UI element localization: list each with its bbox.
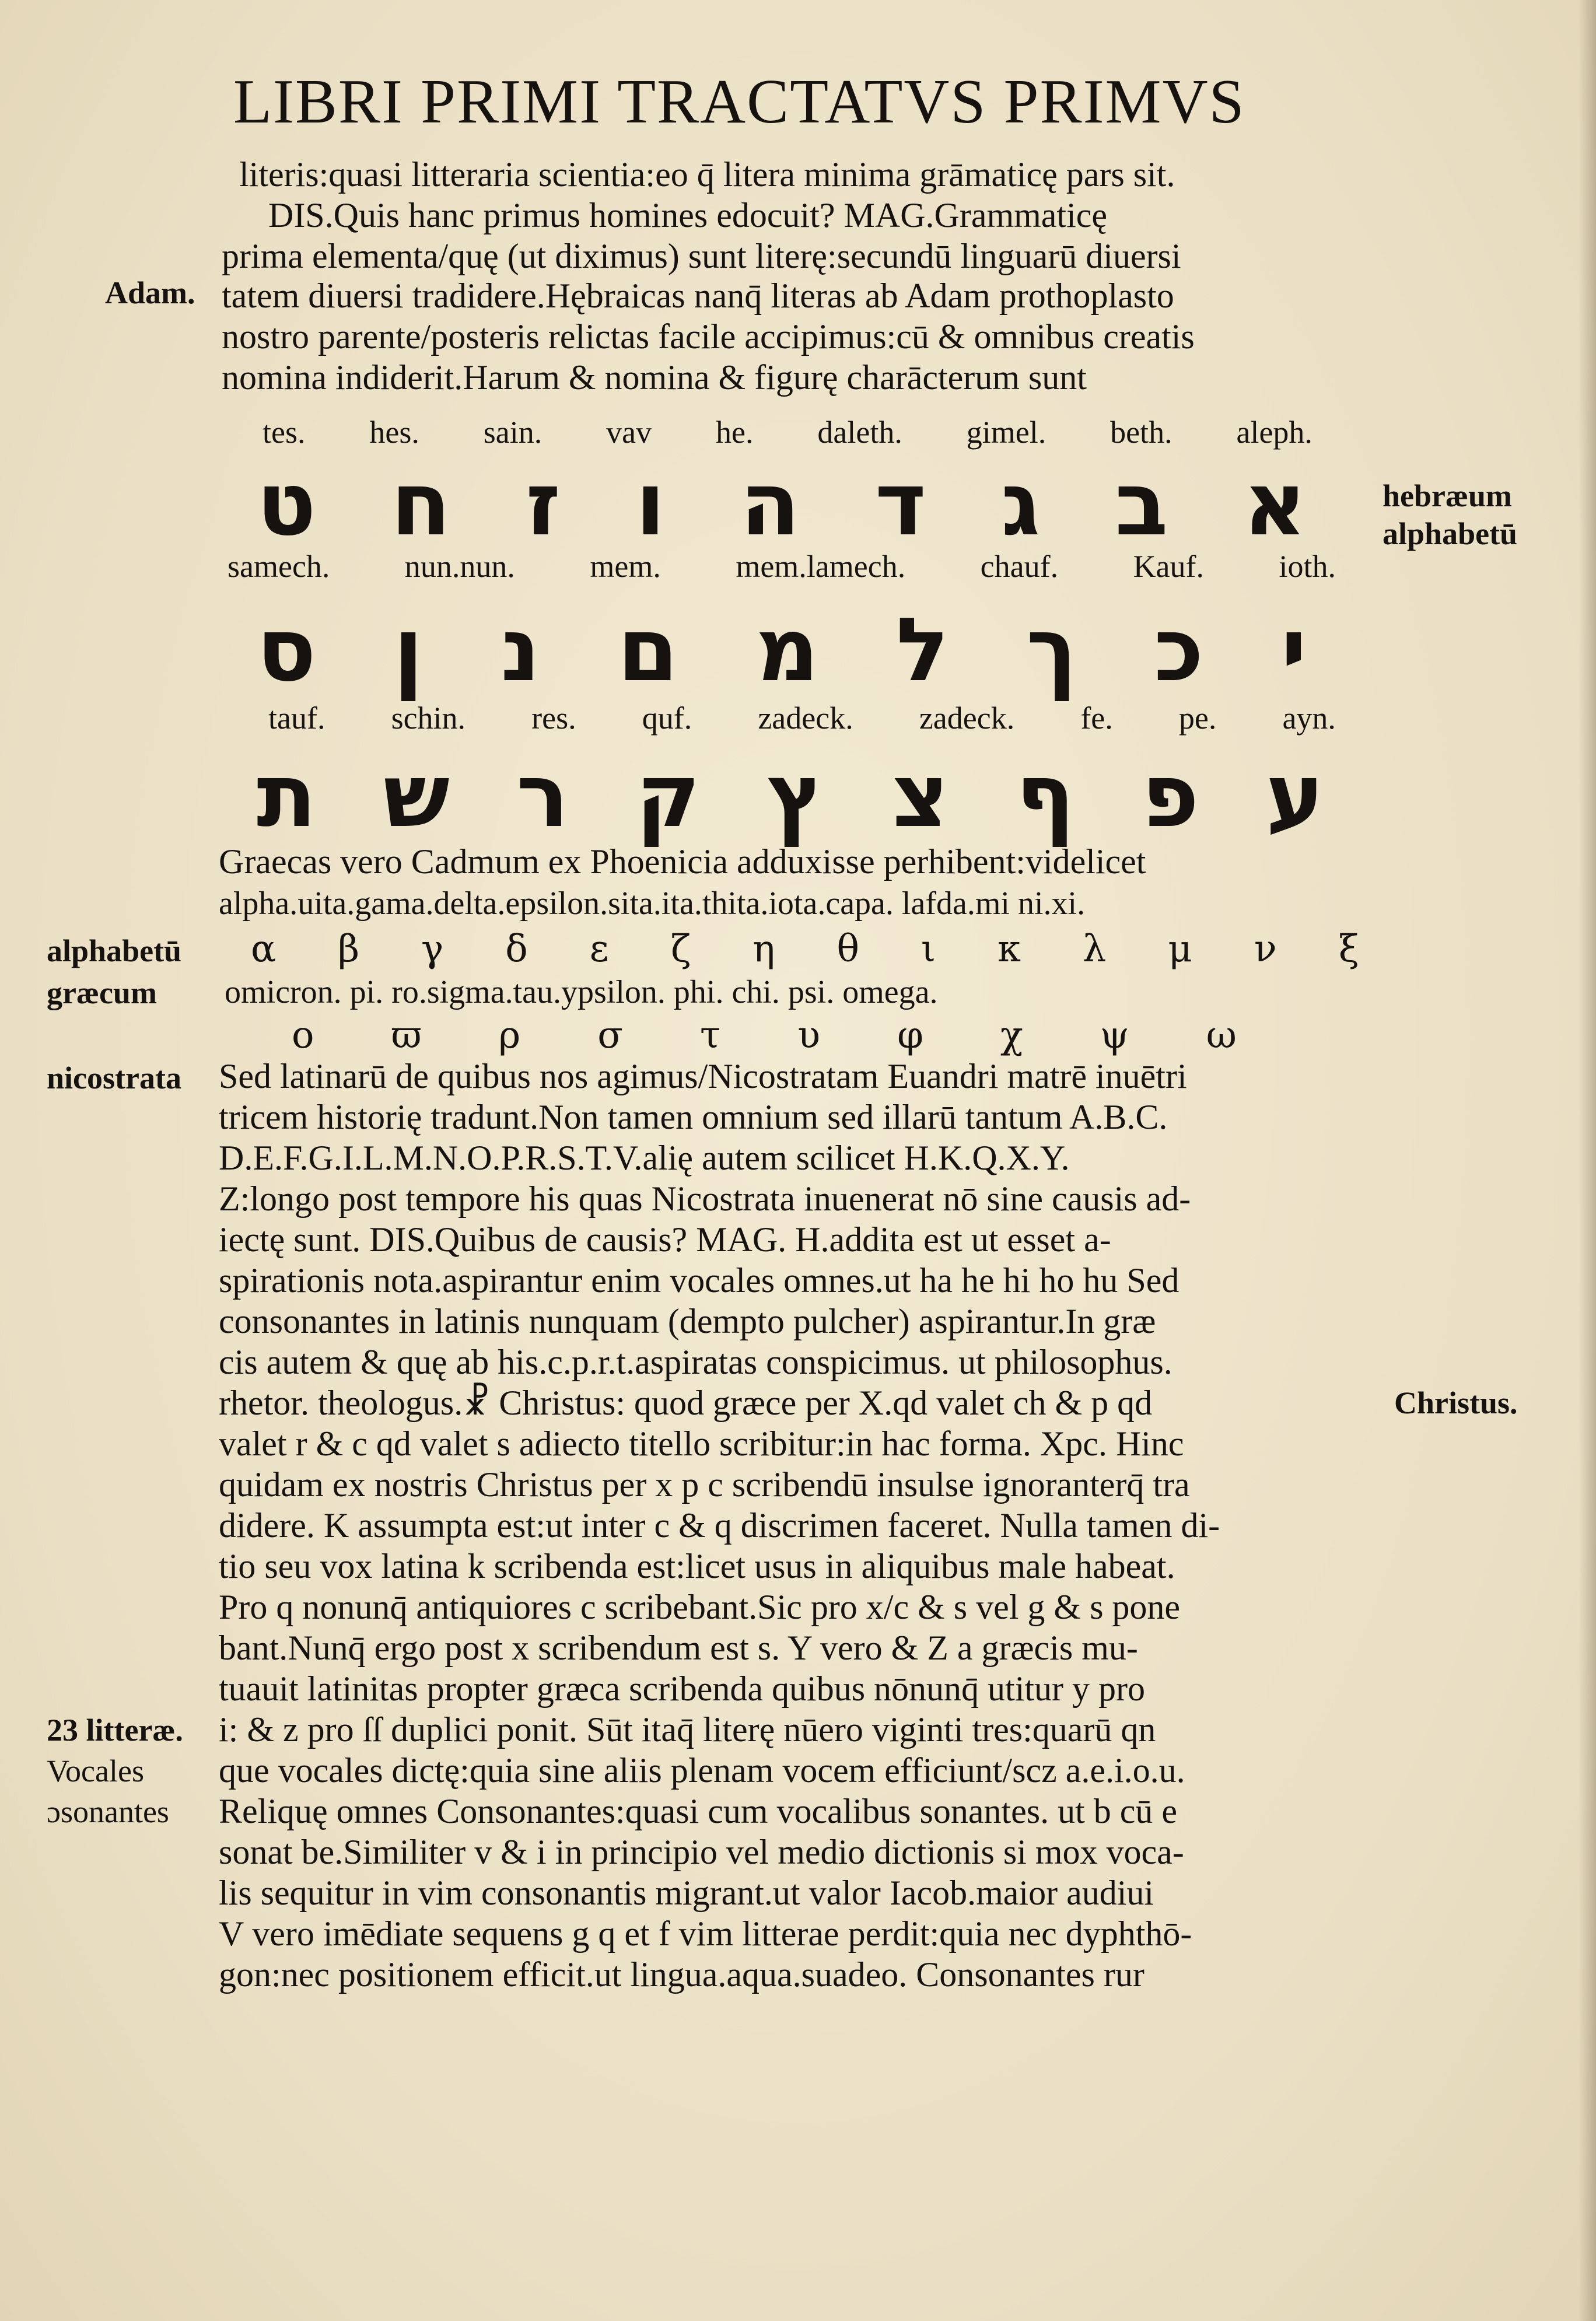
greek-letter: δ <box>505 927 528 971</box>
greek-letter: ω <box>1206 1014 1237 1057</box>
hebrew-letter: ף <box>1016 745 1075 847</box>
text-line: tuauit latinitas propter græca scribenda quibus nōnunq̄ utitur y pro <box>219 1669 1146 1708</box>
hebrew-letter: ך <box>1026 600 1077 701</box>
hebrew-letter: ת <box>257 745 317 847</box>
letter-name: schin. <box>391 701 466 736</box>
text-line: valet r & c qd valet s adiecto titello scribitur:in hac forma. Xpc. Hinc <box>219 1424 1184 1463</box>
greek-letter: θ <box>836 927 860 971</box>
hebrew-letter: ה <box>740 454 800 555</box>
greek-letter: ψ <box>1100 1014 1129 1057</box>
letter-name: chauf. <box>980 549 1059 584</box>
text-line: nostro parente/posteris relictas facile accipimus:cū & omnibus creatis <box>222 317 1195 356</box>
letter-name: beth. <box>1110 415 1172 450</box>
letter-name: Kauf. <box>1133 549 1205 584</box>
text-line: Graecas vero Cadmum ex Phoenicia adduxisse perhibent:videlicet <box>219 842 1146 881</box>
hebrew-letter: ז <box>526 454 561 555</box>
hebrew-letter: צ <box>891 745 949 847</box>
margin-note-vocales: Vocales <box>47 1753 144 1788</box>
hebrew-letter: ב <box>1115 454 1168 555</box>
letter-name: he. <box>716 415 754 450</box>
text-line: bant.Nunq̄ ergo post x scribendum est s. Y vero & Z a græcis mu- <box>219 1629 1138 1667</box>
text-line: literis:quasi litteraria scientia:eo q̄ litera minima grāmaticę pars sit. <box>239 155 1175 194</box>
text-line: DIS.Quis hanc primus homines edocuit? MAG.Grammaticę <box>268 196 1108 234</box>
text-line: tricem historię tradunt.Non tamen omnium sed illarū tantum A.B.C. <box>219 1098 1168 1136</box>
greek-letter: α <box>251 927 276 971</box>
running-header: LIBRI PRIMI TRACTATVS PRIMVS <box>233 67 1245 136</box>
hebrew-glyphs-row-3 <box>257 747 1324 846</box>
letter-name: samech. <box>228 549 330 584</box>
hebrew-letter: ח <box>390 454 452 555</box>
page-edge-shadow <box>1578 0 1596 2321</box>
hebrew-letter: ל <box>896 600 950 701</box>
greek-letter: η <box>752 927 775 971</box>
greek-letter: ϖ <box>391 1014 422 1057</box>
text-line: nomina indiderit.Harum & nomina & figurę charācterum sunt <box>222 358 1087 397</box>
hebrew-letter: ק <box>636 745 701 847</box>
hebrew-letter: ע <box>1266 745 1324 847</box>
margin-note-alphabetu-graecum: alphabetū <box>47 933 182 968</box>
margin-note-nicostrata: nicostrata <box>47 1060 181 1095</box>
text-line: iectę sunt. DIS.Quibus de causis? MAG. H.addita est ut esset a- <box>219 1220 1111 1259</box>
text-line: D.E.F.G.I.L.M.N.O.P.R.S.T.V.alię autem scilicet H.K.Q.X.Y. <box>219 1139 1070 1177</box>
greek-letter: υ <box>797 1014 821 1057</box>
text-line: quidam ex nostris Christus per x p c scribendū insulse ignoranterq̄ tra <box>219 1465 1190 1504</box>
text-line: prima elementa/quę (ut diximus) sunt literę:secundū linguarū diuersi <box>222 237 1181 275</box>
greek-letter: λ <box>1082 927 1107 971</box>
greek-letter: ρ <box>498 1014 521 1057</box>
margin-note-christus: Christus. <box>1394 1385 1518 1420</box>
margin-note-hebraeum: hebræum <box>1382 478 1513 513</box>
hebrew-glyphs-row-2 <box>257 601 1307 700</box>
letter-name: zadeck. <box>919 701 1015 736</box>
greek-letter: β <box>338 927 360 971</box>
hebrew-letter: ג <box>1001 454 1041 555</box>
hebrew-letter: ס <box>257 600 316 701</box>
greek-letter: ξ <box>1338 927 1359 971</box>
letter-name: mem.lamech. <box>736 549 906 584</box>
greek-letter: ν <box>1254 927 1277 971</box>
hebrew-glyphs-row-1 <box>257 455 1307 554</box>
greek-letter: ι <box>921 927 936 971</box>
greek-letter: τ <box>699 1014 721 1057</box>
text-line: Sed latinarū de quibus nos agimus/Nicostratam Euandri matrē inuētri <box>219 1057 1187 1095</box>
hebrew-letter: ם <box>617 600 678 701</box>
text-line: i: & z pro ſſ duplici ponit. Sūt itaq̄ literę nūero viginti tres:quarū qn <box>219 1710 1156 1749</box>
hebrew-letter: מ <box>755 600 819 701</box>
text-line: didere. K assumpta est:ut inter c & q discrimen faceret. Nulla tamen di- <box>219 1506 1220 1545</box>
text-line: que vocales dictę:quia sine aliis plenam vocem efficiunt/scz a.e.i.o.u. <box>219 1751 1185 1790</box>
letter-name: aleph. <box>1236 415 1312 450</box>
greek-letter: σ <box>597 1014 623 1057</box>
letter-name: mem. <box>590 549 661 584</box>
hebrew-letter: ר <box>516 745 569 847</box>
greek-letter: φ <box>897 1014 923 1057</box>
letter-name: daleth. <box>817 415 902 450</box>
letter-name: nun.nun. <box>404 549 515 584</box>
greek-glyphs-row-2 <box>292 1014 1237 1057</box>
hebrew-letter: א <box>1242 454 1307 555</box>
text-line: sonat be.Similiter v & i in principio vel medio dictionis si mox voca- <box>219 1833 1184 1871</box>
hebrew-letter: ד <box>874 454 927 555</box>
margin-note-consonantes: ɔsonantes <box>47 1794 169 1829</box>
text-line: tio seu vox latina k scribenda est:licet usus in aliquibus male habeat. <box>219 1547 1175 1585</box>
margin-note-graecum: græcum <box>47 975 157 1010</box>
greek-glyphs-row-1 <box>251 927 1359 971</box>
greek-letter: χ <box>1000 1014 1023 1057</box>
text-line: V vero imēdiate sequens g q et f vim litterae perdit:quia nec dyphthō- <box>219 1914 1192 1953</box>
letter-name: quf. <box>642 701 692 736</box>
hebrew-letter: ו <box>635 454 666 555</box>
letter-name: ioth. <box>1279 549 1336 584</box>
text-line: tatem diuersi tradidere.Hębraicas nanq̄ literas ab Adam prothoplasto <box>222 276 1174 315</box>
hebrew-names-row-3 <box>268 700 1336 736</box>
letter-name: vav <box>606 415 652 450</box>
letter-name: tauf. <box>268 701 326 736</box>
letter-name: ayn. <box>1282 701 1336 736</box>
text-line: gon:nec positionem efficit.ut lingua.aqua.suadeo. Consonantes rur <box>219 1955 1144 1994</box>
greek-letter: γ <box>421 927 444 971</box>
hebrew-letter: פ <box>1141 745 1199 847</box>
letter-name: res. <box>531 701 576 736</box>
text-line: rhetor. theologus.☧ Christus: quod græce per X.qd valet ch & p qd <box>219 1384 1153 1422</box>
text-line: lis sequitur in vim consonantis migrant.ut valor Iacob.maior audiui <box>219 1874 1154 1912</box>
greek-letter: μ <box>1168 927 1192 971</box>
greek-letter: ζ <box>670 927 691 971</box>
hebrew-names-row-2 <box>228 548 1336 584</box>
text-line: Pro q nonunq̄ antiquiores c scribebant.Sic pro x/c & s vel g & s pone <box>219 1588 1181 1626</box>
letter-name: zadeck. <box>758 701 853 736</box>
text-line: spirationis nota.aspirantur enim vocales omnes.ut ha he hi ho hu Sed <box>219 1261 1180 1300</box>
text-line: Z:longo post tempore his quas Nicostrata inuenerat nō sine causis ad- <box>219 1179 1191 1218</box>
hebrew-letter: ן <box>393 600 424 701</box>
text-line: consonantes in latinis nunquam (dempto pulcher) aspirantur.In græ <box>219 1302 1156 1340</box>
margin-note-adam: Adam. <box>105 275 195 310</box>
greek-names-line-1: alpha.uita.gama.delta.epsilon.sita.ita.thita.iota.capa. lafda.mi ni.xi. <box>219 885 1086 922</box>
letter-name: fe. <box>1080 701 1113 736</box>
letter-name: pe. <box>1178 701 1217 736</box>
hebrew-letter: י <box>1280 600 1307 701</box>
hebrew-letter: ש <box>383 745 450 847</box>
letter-name: gimel. <box>966 415 1046 450</box>
margin-note-xxiii-litterae: 23 litteræ. <box>47 1713 183 1748</box>
hebrew-letter: כ <box>1154 600 1204 701</box>
greek-letter: κ <box>997 927 1021 971</box>
greek-names-line-2: omicron. pi. ro.sigma.tau.ypsilon. phi. chi. psi. omega. <box>225 974 938 1010</box>
hebrew-letter: נ <box>501 600 541 701</box>
letter-name: hes. <box>369 415 419 450</box>
hebrew-letter: ט <box>257 454 316 555</box>
letter-name: sain. <box>483 415 542 450</box>
greek-letter: ε <box>589 927 609 971</box>
hebrew-names-row-1 <box>262 414 1312 450</box>
letter-name: tes. <box>262 415 306 450</box>
greek-letter: ο <box>292 1014 314 1057</box>
hebrew-letter: ץ <box>766 745 825 847</box>
margin-note-alphabetu: alphabetū <box>1382 516 1518 551</box>
text-line: Reliquę omnes Consonantes:quasi cum vocalibus sonantes. ut b cū e <box>219 1792 1178 1830</box>
text-line: cis autem & quę ab his.c.p.r.t.aspiratas conspicimus. ut philosophus. <box>219 1343 1172 1381</box>
